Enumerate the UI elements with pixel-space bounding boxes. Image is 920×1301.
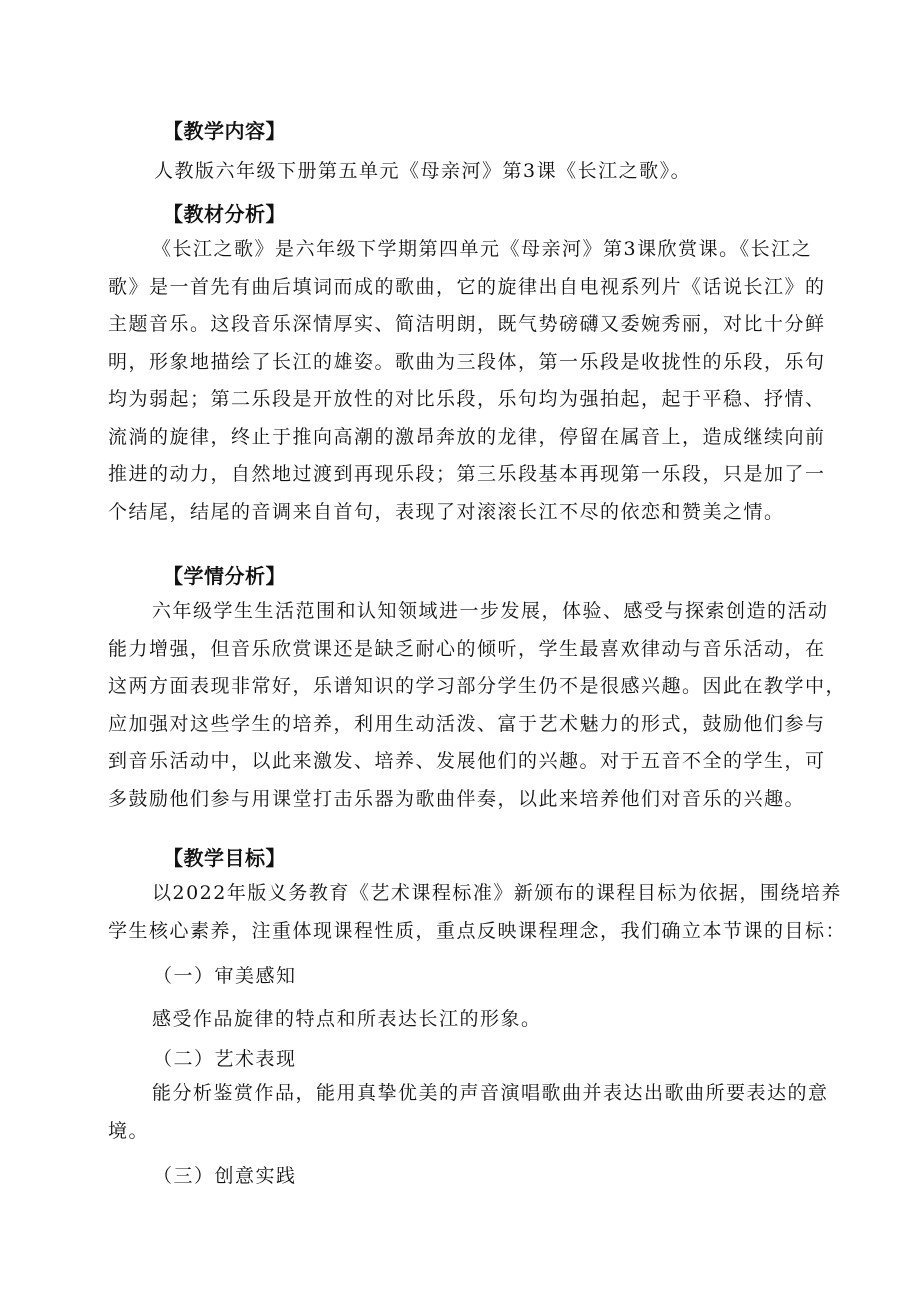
paragraph-line: 均为弱起；第二乐段是开放性的对比乐段，乐句均为强拍起，起于平稳、抒情、 [108,388,826,410]
paragraph-line: 能力增强，但音乐欣赏课还是缺乏耐心的倾听，学生最喜欢律动与音乐活动，在 [108,637,826,660]
paragraph-line: 《长江之歌》是六年级下学期第四单元《母亲河》第3课欣赏课。《长江之 [152,238,813,260]
paragraph-line: 以2022年版义务教育《艺术课程标准》新颁布的课程目标为依据，围绕培养 [152,882,842,904]
goal-title-aesthetic: （一）审美感知 [153,965,297,987]
goal-text-artistic [108,1075,829,1150]
material-analysis-paragraph [108,231,826,531]
teaching-content-text: 人教版六年级下册第五单元《母亲河》第3课《长江之歌》。 [154,160,692,182]
paragraph-line: 能分析鉴赏作品，能用真挚优美的声音演唱歌曲并表达出歌曲所要表达的意 [152,1082,829,1104]
heading-teaching-goals: 【教学目标】 [163,846,286,870]
heading-student-analysis: 【学情分析】 [163,564,286,588]
student-analysis-paragraph [108,593,847,818]
paragraph-line: 多鼓励他们参与用课堂打击乐器为歌曲伴奏，以此来培养他们对音乐的兴趣。 [108,787,806,810]
paragraph-line: 歌》是一首先有曲后填词而成的歌曲，它的旋律出自电视系列片《话说长江》的 [108,275,826,298]
goal-title-artistic: （二）艺术表现 [153,1048,297,1070]
paragraph-line: 推进的动力，自然地过渡到再现乐段；第三乐段基本再现第一乐段，只是加了一 [108,463,826,485]
paragraph-line: 到音乐活动中，以此来激发、培养、发展他们的兴趣。对于五音不全的学生，可 [108,750,826,772]
heading-teaching-content: 【教学内容】 [163,119,286,143]
teaching-goals-intro [108,875,847,950]
paragraph-line: 这两方面表现非常好，乐谱知识的学习部分学生仍不是很感兴趣。因此在教学中， [108,675,847,697]
paragraph-line: 主题音乐。这段音乐深情厚实、简洁明朗，既气势磅礴又委婉秀丽，对比十分鲜 [108,313,826,335]
paragraph-line: 流淌的旋律，终止于推向高潮的激昂奔放的龙律，停留在属音上，造成继续向前 [108,425,826,448]
goal-text-aesthetic: 感受作品旋律的特点和所表达长江的形象。 [152,1008,542,1030]
heading-material-analysis: 【教材分析】 [163,202,286,226]
paragraph-line: 六年级学生生活范围和认知领域进一步发展，体验、感受与探索创造的活动 [152,600,829,622]
paragraph-line: 明，形象地描绘了长江的雄姿。歌曲为三段体，第一乐段是收拢性的乐段，乐句 [108,350,826,373]
goal-title-creative: （三）创意实践 [153,1165,297,1187]
paragraph-line: 境。 [108,1119,150,1142]
paragraph-line: 学生核心素养，注重体现课程性质，重点反映课程理念，我们确立本节课的目标： [108,919,847,942]
paragraph-line: 应加强对这些学生的培养，利用生动活泼、富于艺术魅力的形式，鼓励他们参与 [108,712,826,735]
paragraph-line: 个结尾，结尾的音调来自首句，表现了对滚滚长江不尽的依恋和赞美之情。 [108,500,785,523]
